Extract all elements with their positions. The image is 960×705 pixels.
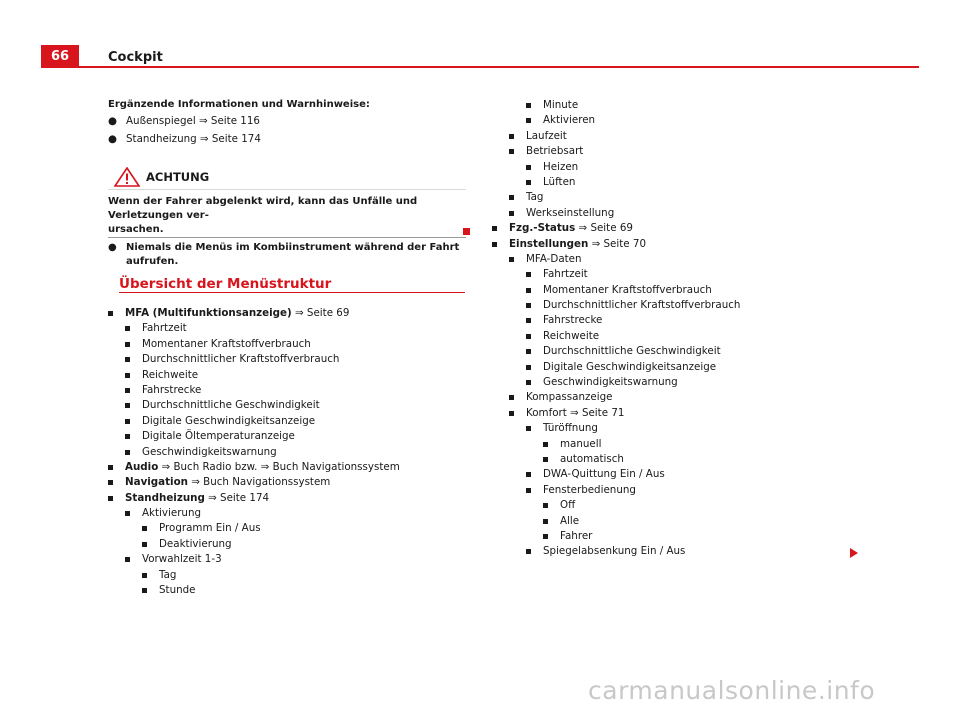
chapter-title: Cockpit xyxy=(108,50,163,65)
menu-item-text: Durchschnittliche Geschwindigkeit xyxy=(543,345,721,358)
menu-item-text: manuell xyxy=(560,437,602,450)
menu-item-text: Fahrstrecke xyxy=(543,314,603,327)
menu-item-label[interactable] xyxy=(543,298,740,313)
menu-item-label[interactable] xyxy=(159,583,196,598)
menu-item-text: ⇒ Buch Navigationssystem xyxy=(187,476,331,489)
menu-item-label[interactable] xyxy=(543,98,578,113)
menu-item-text: MFA-Daten xyxy=(526,252,582,265)
menu-item-label[interactable] xyxy=(142,383,201,398)
menu-item-bold-label[interactable]: MFA (Multifunktionsanzeige) xyxy=(125,307,292,319)
menu-item-text: Komfort ⇒ Seite 71 xyxy=(526,406,625,419)
square-bullet-icon xyxy=(543,534,548,539)
square-bullet-icon xyxy=(125,373,130,378)
menu-item-text: Momentaner Kraftstoffverbrauch xyxy=(543,283,712,296)
square-bullet-icon xyxy=(526,180,531,185)
square-bullet-icon xyxy=(526,165,531,170)
warning-bullet-text: Niemals die Menüs im Kombiinstrument während der Fahrt aufrufen. xyxy=(126,242,460,267)
end-marker-icon xyxy=(463,228,470,235)
menu-item-label[interactable] xyxy=(142,506,201,521)
square-bullet-icon xyxy=(526,472,531,477)
menu-item-label[interactable] xyxy=(560,498,575,513)
menu-item-text: ⇒ Seite 70 xyxy=(588,237,646,250)
menu-item-label[interactable] xyxy=(125,460,400,475)
square-bullet-icon xyxy=(492,226,497,231)
square-bullet-icon xyxy=(125,557,130,562)
square-bullet-icon xyxy=(125,450,130,455)
bullet-icon: ● xyxy=(108,132,117,145)
square-bullet-icon xyxy=(108,496,113,501)
menu-item-label[interactable] xyxy=(543,175,575,190)
intro-block xyxy=(108,97,468,147)
menu-item-label[interactable] xyxy=(509,237,646,252)
warning-box xyxy=(108,165,466,267)
menu-item-label[interactable] xyxy=(159,568,176,583)
square-bullet-icon xyxy=(125,388,130,393)
menu-item-label[interactable] xyxy=(560,437,601,452)
warning-body xyxy=(108,190,466,269)
warning-bullet xyxy=(108,241,466,269)
square-bullet-icon xyxy=(108,311,113,316)
square-bullet-icon xyxy=(543,519,548,524)
square-bullet-icon xyxy=(526,288,531,293)
square-bullet-icon xyxy=(526,318,531,323)
menu-item-label[interactable] xyxy=(142,352,339,367)
menu-item-text: Werkseinstellung xyxy=(526,206,615,219)
square-bullet-icon xyxy=(526,380,531,385)
menu-item-text: ⇒ Seite 174 xyxy=(204,491,270,504)
menu-item-bold-label[interactable]: Navigation xyxy=(125,476,188,489)
menu-item-label[interactable] xyxy=(509,221,633,236)
menu-item-text: Off xyxy=(560,499,576,512)
warning-bottom-rule xyxy=(108,237,466,238)
menu-item-label[interactable] xyxy=(543,483,636,498)
menu-item-label[interactable] xyxy=(142,552,222,567)
square-bullet-icon xyxy=(509,257,514,262)
square-bullet-icon xyxy=(543,503,548,508)
menu-item-text: Stunde xyxy=(159,584,196,597)
menu-item-label[interactable] xyxy=(543,113,595,128)
intro-item-text[interactable]: Außenspiegel ⇒ Seite 116 xyxy=(126,115,260,128)
menu-item-label[interactable] xyxy=(526,190,543,205)
square-bullet-icon xyxy=(142,542,147,547)
menu-item-text: Aktivieren xyxy=(543,114,596,127)
square-bullet-icon xyxy=(492,242,497,247)
square-bullet-icon xyxy=(526,334,531,339)
menu-item-label[interactable] xyxy=(526,144,583,159)
menu-item-label[interactable] xyxy=(526,252,582,267)
square-bullet-icon xyxy=(509,149,514,154)
menu-item-text: Geschwindigkeitswarnung xyxy=(142,445,277,458)
menu-item-text: Türöffnung xyxy=(543,422,598,435)
square-bullet-icon xyxy=(142,573,147,578)
section-title: Übersicht der Menüstruktur xyxy=(119,276,332,292)
bullet-icon: ● xyxy=(108,242,117,253)
square-bullet-icon xyxy=(543,457,548,462)
square-bullet-icon xyxy=(142,526,147,531)
menu-item-text: Fahrer xyxy=(560,529,593,542)
menu-item-label[interactable] xyxy=(125,475,330,490)
menu-item-text: Fahrstrecke xyxy=(142,383,202,396)
next-page-arrow-icon[interactable] xyxy=(850,548,858,558)
menu-item-text: DWA-Quittung Ein / Aus xyxy=(543,468,665,481)
menu-item-label[interactable] xyxy=(526,406,624,421)
menu-item-label[interactable] xyxy=(159,537,232,552)
menu-item-bold-label[interactable]: Einstellungen xyxy=(509,237,589,250)
watermark: carmanualsonline.info xyxy=(588,676,876,705)
square-bullet-icon xyxy=(526,303,531,308)
square-bullet-icon xyxy=(125,357,130,362)
square-bullet-icon xyxy=(509,195,514,200)
menu-item-text: Reichweite xyxy=(142,368,199,381)
menu-item-label[interactable] xyxy=(142,337,311,352)
menu-item-text: Durchschnittliche Geschwindigkeit xyxy=(142,399,320,412)
menu-item-text: Tag xyxy=(159,568,177,581)
menu-item-label[interactable] xyxy=(560,452,624,467)
menu-item-label[interactable] xyxy=(526,390,612,405)
menu-item-label[interactable] xyxy=(142,321,187,336)
square-bullet-icon xyxy=(125,342,130,347)
menu-item-label[interactable] xyxy=(543,375,678,390)
menu-item-label[interactable] xyxy=(142,445,277,460)
square-bullet-icon xyxy=(509,211,514,216)
menu-item-text: Spiegelabsenkung Ein / Aus xyxy=(543,545,686,558)
menu-item-label[interactable] xyxy=(543,267,588,282)
menu-item-text: Betriebsart xyxy=(526,145,584,158)
square-bullet-icon xyxy=(108,480,113,485)
square-bullet-icon xyxy=(509,134,514,139)
square-bullet-icon xyxy=(526,488,531,493)
warning-text-line: ursachen. xyxy=(108,224,164,235)
menu-item-label[interactable] xyxy=(543,344,721,359)
menu-item-text: Geschwindigkeitswarnung xyxy=(543,376,678,389)
menu-item-text: Digitale Geschwindigkeitsanzeige xyxy=(142,414,316,427)
square-bullet-icon xyxy=(125,419,130,424)
square-bullet-icon xyxy=(108,465,113,470)
menu-item-label[interactable] xyxy=(142,398,320,413)
menu-item-bold-label[interactable]: Audio xyxy=(125,460,159,473)
square-bullet-icon xyxy=(526,349,531,354)
menu-item-label[interactable] xyxy=(526,129,567,144)
menu-item-text: Kompassanzeige xyxy=(526,391,613,404)
menu-item-label[interactable] xyxy=(125,306,349,321)
square-bullet-icon xyxy=(526,103,531,108)
menu-item-text: Lüften xyxy=(543,175,576,188)
menu-item-text: automatisch xyxy=(560,452,624,465)
page-number: 66 xyxy=(41,45,79,68)
square-bullet-icon xyxy=(526,118,531,123)
bullet-icon: ● xyxy=(108,115,117,128)
square-bullet-icon xyxy=(526,549,531,554)
menu-item-label[interactable] xyxy=(142,429,295,444)
menu-item-label[interactable] xyxy=(543,421,598,436)
intro-heading: Ergänzende Informationen und Warnhinweise: xyxy=(108,99,370,110)
square-bullet-icon xyxy=(125,511,130,516)
square-bullet-icon xyxy=(509,411,514,416)
menu-item-text: ⇒ Seite 69 xyxy=(291,307,350,319)
square-bullet-icon xyxy=(125,434,130,439)
square-bullet-icon xyxy=(125,326,130,331)
square-bullet-icon xyxy=(142,588,147,593)
menu-item-label[interactable] xyxy=(159,521,261,536)
square-bullet-icon xyxy=(526,272,531,277)
menu-item-text: ⇒ Buch Radio bzw. ⇒ Buch Navigationssystem xyxy=(158,460,400,473)
section-rule xyxy=(119,292,465,293)
square-bullet-icon xyxy=(526,426,531,431)
menu-item-label[interactable] xyxy=(543,313,602,328)
menu-item-label[interactable] xyxy=(543,360,716,375)
square-bullet-icon xyxy=(125,403,130,408)
menu-item-text: Durchschnittlicher Kraftstoffverbrauch xyxy=(543,299,741,312)
menu-item-text: Fahrtzeit xyxy=(543,268,588,281)
menu-item-label[interactable] xyxy=(125,491,269,506)
intro-item-text[interactable]: Standheizung ⇒ Seite 174 xyxy=(126,132,261,145)
menu-item-text: Vorwahlzeit 1-3 xyxy=(142,553,222,566)
menu-item-text: Heizen xyxy=(543,160,579,173)
menu-item-text: Digitale Geschwindigkeitsanzeige xyxy=(543,360,717,373)
menu-item-bold-label[interactable]: Fzg.-Status xyxy=(509,222,576,235)
menu-item-label[interactable] xyxy=(543,283,712,298)
menu-item-label[interactable] xyxy=(543,467,665,482)
square-bullet-icon xyxy=(509,395,514,400)
intro-item xyxy=(108,132,468,147)
menu-item-text: Fahrtzeit xyxy=(142,322,187,335)
menu-item-bold-label[interactable]: Standheizung xyxy=(125,491,205,504)
menu-item-text: Alle xyxy=(560,514,580,527)
warning-title: ACHTUNG xyxy=(146,170,210,184)
menu-item-text: Minute xyxy=(543,99,579,111)
menu-item-label[interactable] xyxy=(526,206,614,221)
intro-item xyxy=(108,114,468,129)
square-bullet-icon xyxy=(526,365,531,370)
menu-item-label[interactable] xyxy=(142,414,315,429)
menu-item-label[interactable] xyxy=(560,514,579,529)
warning-triangle-icon xyxy=(114,167,140,187)
menu-item-label[interactable] xyxy=(142,368,198,383)
header-rule xyxy=(41,66,919,68)
menu-item-text: Momentaner Kraftstoffverbrauch xyxy=(142,337,311,350)
menu-item-text: Durchschnittlicher Kraftstoffverbrauch xyxy=(142,353,340,366)
menu-item-label[interactable] xyxy=(543,329,599,344)
menu-item-text: Programm Ein / Aus xyxy=(159,522,261,535)
menu-item-label[interactable] xyxy=(560,529,592,544)
menu-item-label[interactable] xyxy=(543,160,578,175)
menu-item-label[interactable] xyxy=(543,544,685,559)
warning-header xyxy=(108,165,466,190)
menu-item-text: ⇒ Seite 69 xyxy=(575,222,633,235)
menu-item-text: Deaktivierung xyxy=(159,537,232,550)
warning-text-line: Wenn der Fahrer abgelenkt wird, kann das Unfälle und Verletzungen ver- xyxy=(108,196,418,221)
square-bullet-icon xyxy=(543,442,548,447)
menu-item-text: Reichweite xyxy=(543,329,600,342)
menu-item-text: Digitale Öltemperaturanzeige xyxy=(142,430,295,443)
menu-item-text: Fensterbedienung xyxy=(543,483,636,496)
menu-item-text: Laufzeit xyxy=(526,129,567,142)
menu-item-text: Aktivierung xyxy=(142,507,202,520)
menu-item-text: Tag xyxy=(526,191,544,204)
